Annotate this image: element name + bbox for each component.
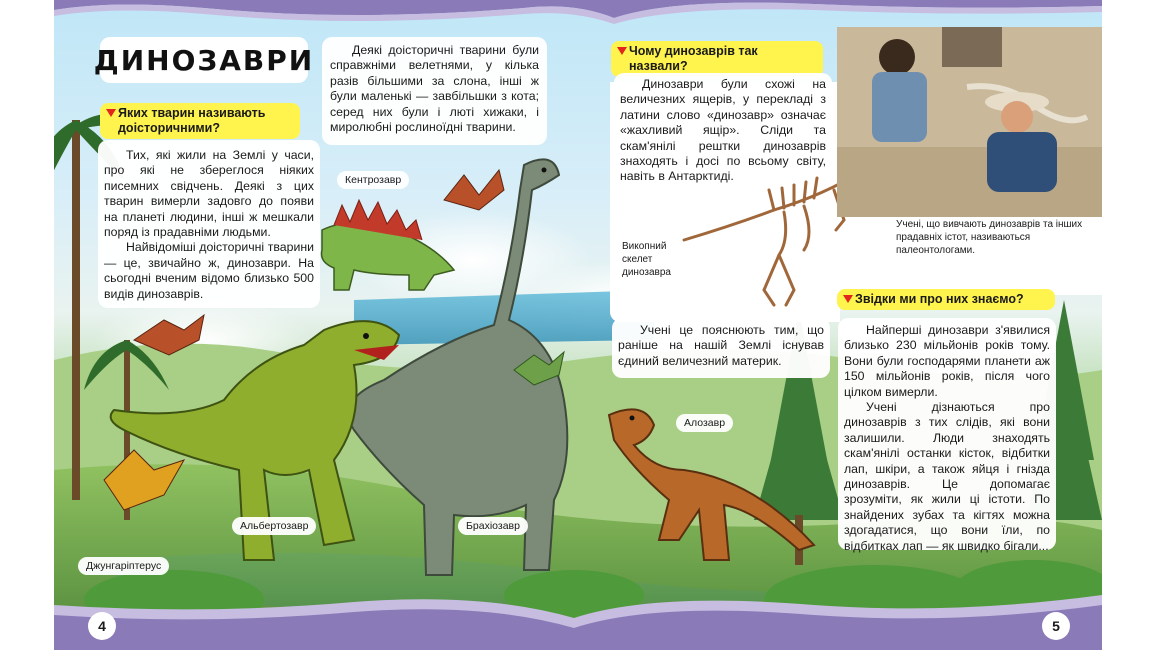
question-triangle-icon [843, 295, 853, 303]
page-number-left: 4 [88, 612, 116, 640]
question-how-we-know [837, 289, 1055, 310]
intro-text-box [98, 140, 320, 308]
question-doistorychni [100, 103, 300, 139]
evidence-paragraph-1: Найперші динозаври з'явилися близько 230 мільйонів років тому. Вони були господарями планети аж 150 мільйонів років, після чого цілком вимерли. [844, 323, 1050, 399]
intro-paragraph-1: Тих, які жили на Землі у часи, про які не збереглося ніяких писемних свідчень. Деякі з цих тварин вимерли задовго до появи на планеті людини, інші ж мешкали поряд із прадавніми людьми. [104, 148, 314, 240]
giants-text-box [322, 37, 547, 145]
question-text: Звідки ми про них знаємо? [855, 292, 1024, 306]
evidence-paragraph-2: Учені дізнаються про динозаврів з тих слідів, які вони залишили. Люди знаходять скам'янілі останки кісток, відбитки лап, шкіри, а також яйця і гнізда динозаврів. Це допомагає зрозуміти, як жили ці істоти. По знайдених зубах та кігтях можна здогадатися, що вони їли, по відбитках лап — як швидко бігали... [844, 400, 1050, 553]
continent-paragraph: Учені це пояснюють тим, що раніше на нашій Землі існував єдиний величезний материк. [618, 323, 824, 368]
question-text: Яких тварин називають доісторичними? [118, 106, 266, 135]
label-albertosaurus: Альбертозавр [232, 517, 316, 535]
label-allosaurus: Алозавр [676, 414, 733, 432]
naming-paragraph: Динозаври були схожі на величезних ящерів, у перекладі з латини слово «динозавр» означає «жахливий ящір». Сліди та скам'янілі рештки динозаврів знаходять і досі по всьому світу, навіть в Антарктиді. [620, 77, 826, 184]
evidence-text-box [838, 318, 1056, 553]
skeleton-caption: Викопний скелет динозавра [622, 241, 671, 278]
pterosaur-figure-1 [444, 170, 504, 210]
giants-paragraph: Деякі доісторичні тварини були справжніми велетнями, у кілька разів більшими за слона, інші ж були маленькі — завбільшки з кота; серед них були і люті хижаки, і миролюбні рослиноїдні тварини. [330, 43, 539, 135]
intro-paragraph-2: Найвідоміші доісторичні тварини — це, звичайно ж, динозаври. На сьогодні вченим відомо близько 500 видів динозаврів. [104, 240, 314, 301]
book-spread [54, 0, 1102, 650]
page-number-right: 5 [1042, 612, 1070, 640]
label-kentrosaurus: Кентрозавр [337, 171, 409, 189]
question-triangle-icon [106, 109, 116, 117]
question-why-named [611, 41, 823, 77]
label-brachiosaurus: Брахіозавр [458, 517, 528, 535]
page-title: ДИНОЗАВРИ [100, 37, 308, 83]
continent-text-box [612, 318, 830, 378]
paleontologists-photo [837, 27, 1102, 217]
question-text: Чому динозаврів так назвали? [629, 44, 758, 73]
label-dsungaripterus: Джунгаріптерус [78, 557, 169, 575]
page-frame-bottom [54, 580, 1102, 650]
question-triangle-icon [617, 47, 627, 55]
photo-caption: Учені, що вивчають динозаврів та інших прадавніх істот, називаються палеонтологами. [896, 219, 1083, 256]
page-frame-top [54, 0, 1102, 30]
naming-text-box [614, 73, 832, 184]
